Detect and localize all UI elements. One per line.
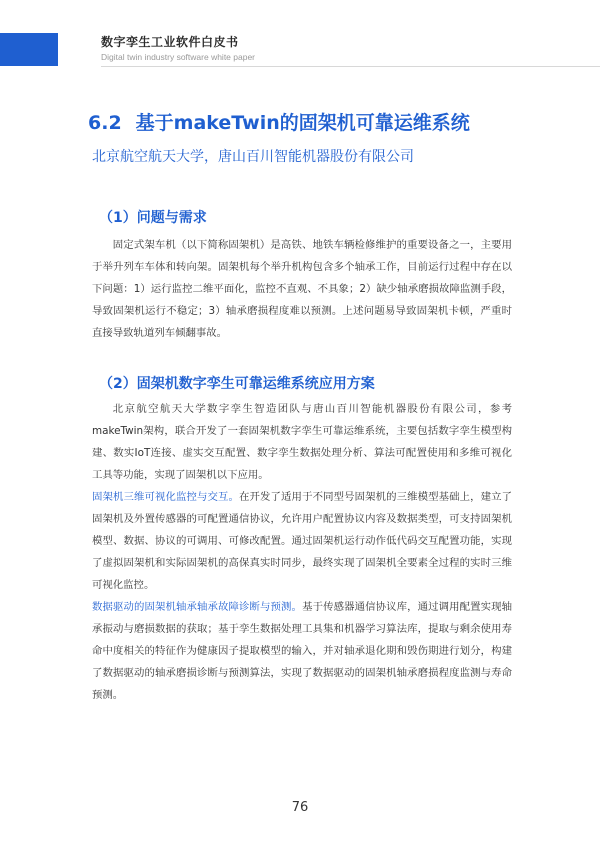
part2-item1-lead: 固架机三维可视化监控与交互。 xyxy=(92,491,240,503)
part2-item1-body: 在开发了适用于不同型号固架机的三维模型基础上，建立了固架机及外置传感器的可配置通信协议，允许用户配置协议内容及数据类型，可支持固架机模型、数据、协议的可调用、可修改配置。通过固架机运行动作低代码交互配置功能，实现了虚拟固架机和实际固架机的高保真实时同步，最终实现了固架机全要素全过程的实时三维可视化监控。 xyxy=(92,491,513,591)
section-number: 6.2 xyxy=(88,112,122,134)
part1-paragraph: 固定式架车机（以下简称固架机）是高铁、地铁车辆检修维护的重要设备之一，主要用于举升列车车体和转向架。固架机每个举升机构包含多个轴承工作，目前运行过程中存在以下问题：1）运行监控二维平面化，监控不直观、不具象；2）缺少轴承磨损故障监测手段，导致固架机运行不稳定；3）轴承磨损程度难以预测。上述问题易导致固架机卡顿，严重时直接导致轨道列车倾翻事故。 xyxy=(92,239,512,339)
part2-heading: （2）固架机数字孪生可靠运维系统应用方案 xyxy=(99,376,375,392)
part2-item2-lead: 数据驱动的固架机轴承轴承故障诊断与预测。 xyxy=(92,601,303,613)
part2-item2-paragraph xyxy=(92,596,512,706)
part2-intro-paragraph: 北京航空航天大学数字孪生智造团队与唐山百川智能机器股份有限公司，参考makeTwin架构，联合开发了一套固架机数字孪生可靠运维系统，主要包括数字孪生模型构建、数实IoT连接、虚实交互配置、数字孪生数据处理分析、算法可配置使用和多维可视化工具等功能，实现了固架机以下应用。 xyxy=(92,403,512,481)
section-title-text: 基于makeTwin的固架机可靠运维系统 xyxy=(135,112,470,134)
header-title: 数字孪生工业软件白皮书 xyxy=(101,35,239,49)
header-accent-bar xyxy=(0,33,58,66)
section-title xyxy=(88,108,470,135)
section-authors: 北京航空航天大学，唐山百川智能机器股份有限公司 xyxy=(92,149,414,165)
part1-heading: （1）问题与需求 xyxy=(99,210,207,226)
part2-item1-paragraph xyxy=(92,486,512,596)
part2-item2-body: 基于传感器通信协议库，通过调用配置实现轴承振动与磨损数据的获取；基于孪生数据处理工具集和机器学习算法库，提取与剩余使用寿命中度相关的特征作为健康因子提取模型的输入，并对轴承退化期和毁伤期进行划分，构建了数据驱动的轴承磨损诊断与预测算法，实现了数据驱动的固架机轴承磨损程度监测与寿命预测。 xyxy=(92,601,513,701)
header-divider xyxy=(101,66,600,67)
page-number: 76 xyxy=(291,800,309,815)
header-subtitle: Digital twin industry software white paper xyxy=(101,52,256,62)
